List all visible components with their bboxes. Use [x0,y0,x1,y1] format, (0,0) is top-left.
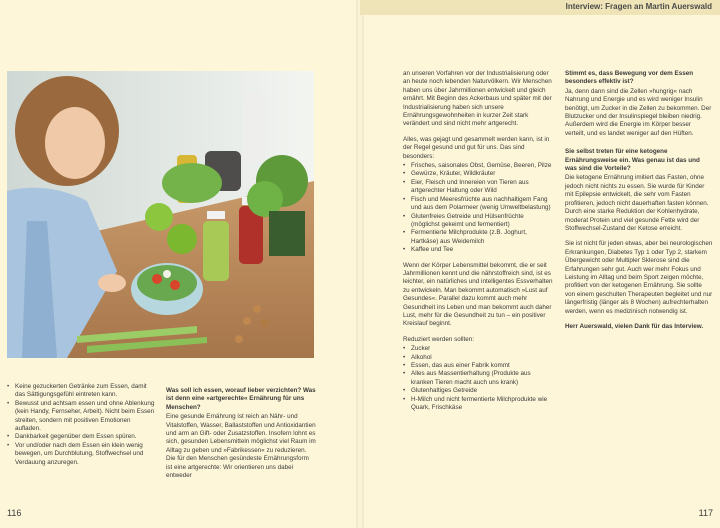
paragraph: Wenn der Körper Lebensmittel bekommt, die er seit Jahrmillionen kennt und die nährstoffreich sind, ist es leichter, ein natürliches und intelligentes Essverhalten zu entwickeln. Man bekommt automatisch »Lust auf Gesundes«. Parallel dazu kommt auch mehr Gesundheit ins Leben und man bekommt auch daher Lust, mehr für die Gesundheit zu tun – ein positiver Kreislauf beginnt. [403,261,553,328]
answer-paragraph: Die ketogene Ernährung imitiert das Fasten, ohne jedoch nicht nichts zu essen. Sie wurde für Kinder mit Epilepsie entwickelt, die sehr vom Fasten profitieren, jedoch nicht dauerhaften fasten können. Durch eine starke Reduktion der Kohlenhydrate, moderat Protein und viel gesunde Fette wird der Stoffwechsel-Zustand der Ketose erreicht. [565,174,709,232]
paragraph: Alles, was gejagt und gesammelt werden kann, ist in der Regel gesund und gut für uns. Das sind besonders: [403,135,550,160]
question-what-to-eat [166,387,316,487]
paragraph: Reduziert werden sollten: [403,335,475,343]
list-item: • Zucker [403,345,553,353]
tips-list [7,383,157,467]
woman-eating-salad-photo [7,71,314,358]
running-header-bar [360,0,720,15]
question-heading: Stimmt es, dass Bewegung vor dem Essen besonders effektiv ist? [565,70,694,86]
list-item: • Frisches, saisonales Obst, Gemüse, Beeren, Pilze [403,162,553,170]
page-number-left: 116 [7,508,22,518]
list-item: • Glutenhaltiges Getreide [403,387,553,395]
list-item: • Vor und/oder nach dem Essen ein klein wenig bewegen, um Durchblutung, Stoffwechsel und Verdauung anzuregen. [7,442,157,467]
list-item: • Essen, das aus einer Fabrik kommt [403,362,553,370]
list-item: • Alkohol [403,354,553,362]
list-item: • Bewusst und achtsam essen und ohne Ablenkung (kein Handy, Fernseher, Arbeit). Nicht beim Essen streiten, sondern mit positiven Emotionen aufladen. [7,400,157,434]
list-item: • Kaffee und Tee [403,246,553,254]
list-item: • Gewürze, Kräuter, Wildkräuter [403,170,553,178]
right-column-1 [403,70,553,419]
list-item: • Fisch und Meeresfrüchte aus nachhaltigem Fang und aus dem Polarmeer (wenig Umweltbelastung) [403,196,553,213]
list-item: • Keine gezuckerten Getränke zum Essen, damit das Sättigungsgefühl eintreten kann. [7,383,157,400]
question-heading: Was soll ich essen, worauf lieber verzichten? Was ist denn eine »artgerechte« Ernährung für uns Menschen? [166,387,316,411]
page-number-right: 117 [698,508,713,518]
paragraph: an unseren Vorfahren vor der Industrialisierung oder an heute noch lebenden Naturvölkern. Wir Menschen haben uns über Jahrmillionen entwickelt und gleich ernährt. Mit Beginn des Ackerbaus und später mit der Industrialisierung haben sich unsere Ernährungsgewohnheiten in kurzer Zeit stark verändert und sind nicht mehr artgerecht. [403,70,552,128]
right-page [360,0,720,528]
list-item: • Alles aus Massentierhaltung (Produkte aus kranken Tieren macht auch uns krank) [403,370,553,387]
list-item: • Dankbarkeit gegenüber dem Essen spüren. [7,433,157,441]
question-heading: Sie selbst treten für eine ketogene Ernährungsweise ein. Was genau ist das und was sind die Vorteile? [565,148,700,173]
answer-paragraph: Sie ist nicht für jeden etwas, aber bei neurologischen Erkrankungen, Diabetes Typ 1 oder Typ 2, starkem Übergewicht oder Multipler Sklerose sind die Erfahrungen sehr gut. Auch wer mehr Fokus und Leistung im Alltag und beim Sport zeigen möchte, profitiert von der ketogenen Ernährung. Sie sollte von einem geschulten Therapeuten begleitet und nur längerfristig (länger als 8 Wochen) aufrechterhalten werden, wenn es medizinisch notwendig ist. [565,240,713,315]
answer-paragraph: Eine gesunde Ernährung ist reich an Nähr- und Vitalstoffen, Wasser, Ballaststoffen und Antioxidantien und arm an Gift- oder Zusatzstoffen. Insofern lohnt es sich, gesunden Lebensmitteln möglichst viel Raum im Alltag zu geben und »Fabrikessen« zu reduzieren. Die für den Menschen gesündeste Ernährungsform ist eine artgerechte: Wir orientieren uns dabei entweder [166,413,316,480]
list-item: • Fermentierte Milchprodukte (z.B. Joghurt, Hartkäse) aus Weidemilch [403,229,553,246]
list-item: • Glutenfreies Getreide und Hülsenfrüchte (möglichst gekeimt und fermentiert) [403,213,553,230]
right-column-2 [565,70,713,332]
reduce-foods-list [403,345,553,412]
healthy-foods-list [403,162,553,254]
running-header-title: Interview: Fragen an Martin Auerswald [565,2,712,11]
closing-line: Herr Auerswald, vielen Dank für das Interview. [565,322,704,330]
list-item: • Eier, Fleisch und Innereien von Tieren aus artgerechter Haltung oder Wild [403,179,553,196]
list-item: • H-Milch und nicht fermentierte Milchprodukte wie Quark, Frischkäse [403,396,553,413]
answer-paragraph: Ja, denn dann sind die Zellen »hungrig« nach Nahrung und Energie und es wird weniger Insulin benötigt, um Zucker in die Zellen zu bekommen. Der Blutzucker und der Insulinspiegel bleiben niedrig. Außerdem wird die Energie im Körper besser verteilt, und es landet weniger auf den Hüften. [565,87,712,137]
